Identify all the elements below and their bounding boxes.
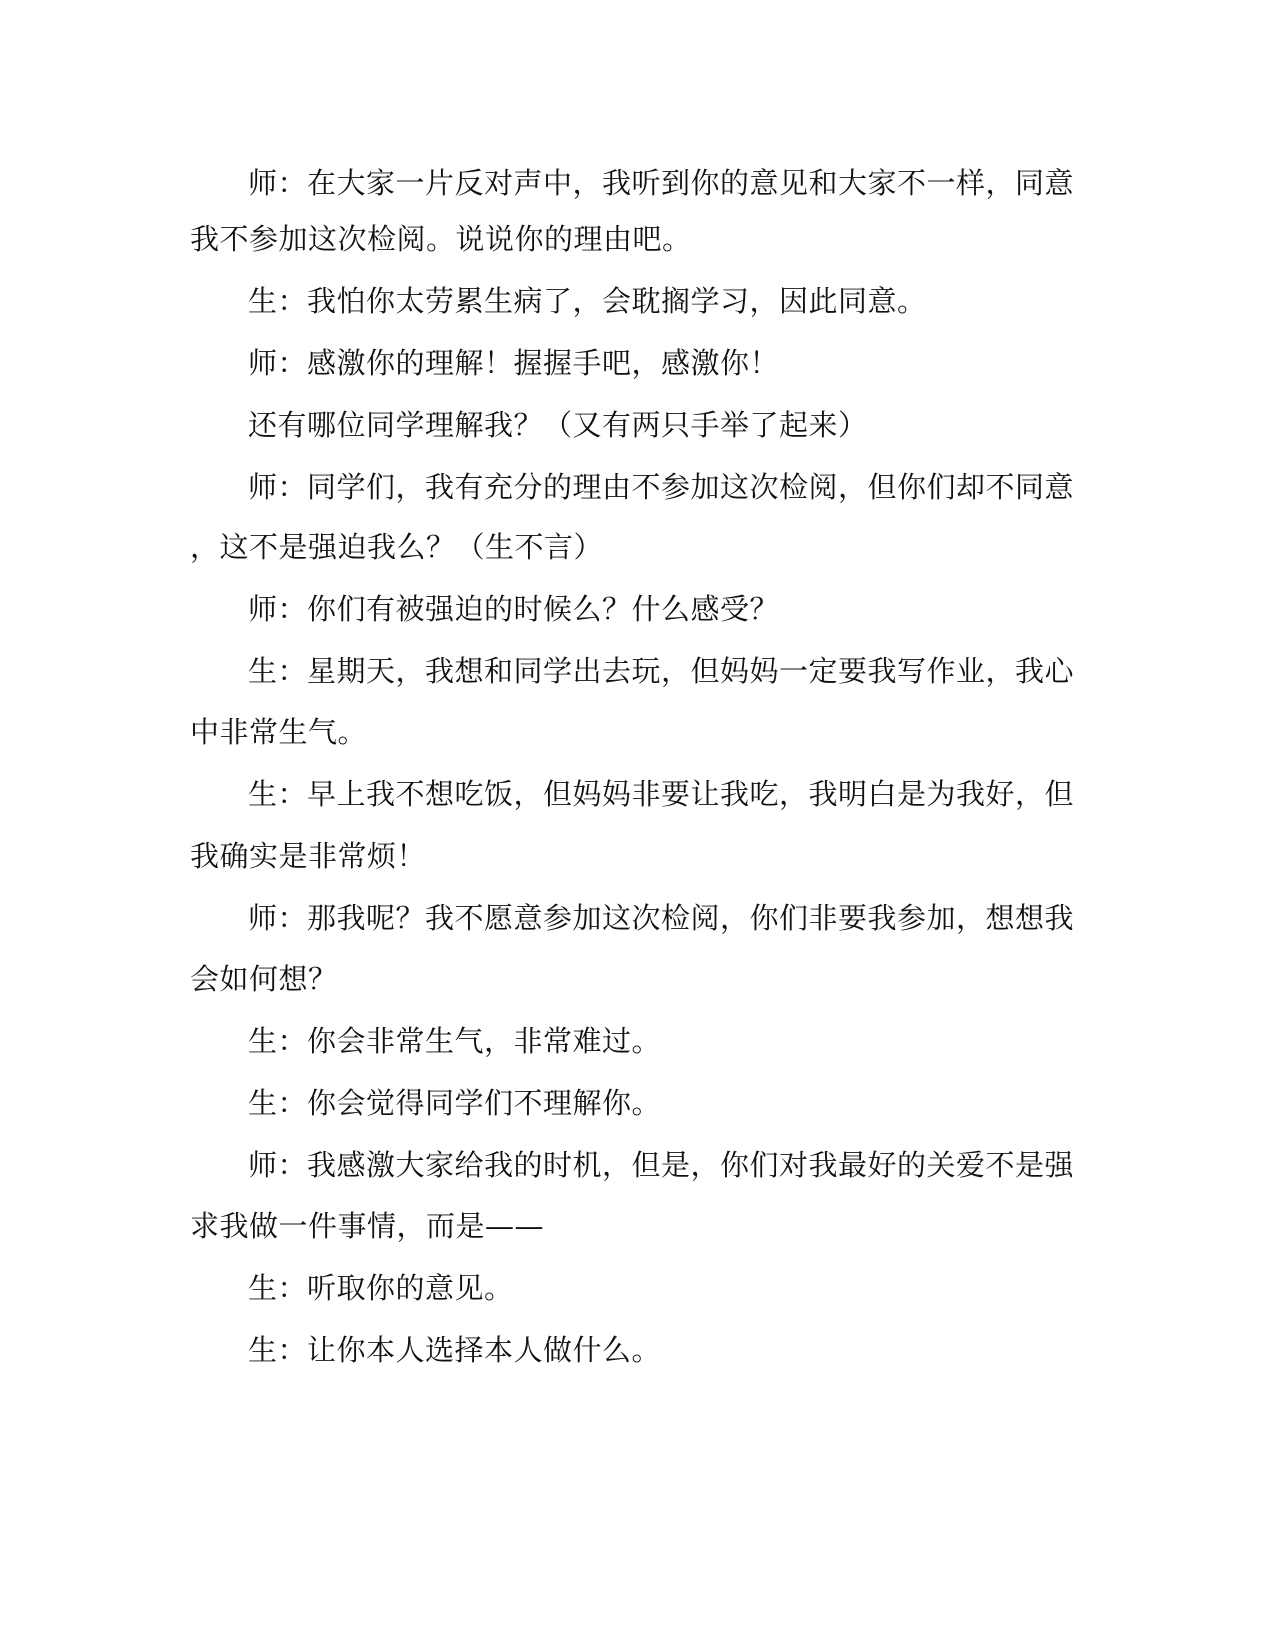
paragraph-line: 师：你们有被强迫的时候么？什么感受？ (248, 592, 780, 626)
paragraph-line: 我确实是非常烦！ (190, 839, 427, 873)
paragraph-line: 生：星期天，我想和同学出去玩，但妈妈一定要我写作业，我心 (248, 654, 1075, 688)
paragraph-line: 会如何想？ (190, 962, 338, 996)
paragraph-line: 师：感激你的理解！握握手吧，感激你！ (248, 346, 780, 380)
paragraph-line: 求我做一件事情，而是—— (190, 1209, 545, 1243)
paragraph-line: 我不参加这次检阅。说说你的理由吧。 (190, 222, 692, 256)
paragraph-line: 师：同学们，我有充分的理由不参加这次检阅，但你们却不同意 (248, 470, 1075, 504)
paragraph-line: 生：我怕你太劳累生病了，会耽搁学习，因此同意。 (248, 284, 927, 318)
paragraph-line: 师：那我呢？我不愿意参加这次检阅，你们非要我参加，想想我 (248, 901, 1075, 935)
paragraph-line: 生：让你本人选择本人做什么。 (248, 1333, 662, 1367)
paragraph-line: 生：听取你的意见。 (248, 1271, 514, 1305)
paragraph-line: 生：早上我不想吃饭，但妈妈非要让我吃，我明白是为我好，但 (248, 777, 1075, 811)
paragraph-line: 生：你会觉得同学们不理解你。 (248, 1086, 662, 1120)
paragraph-line: ，这不是强迫我么？（生不言） (190, 530, 604, 564)
paragraph-line: 还有哪位同学理解我？（又有两只手举了起来） (248, 408, 868, 442)
paragraph-line: 师：我感激大家给我的时机，但是，你们对我最好的关爱不是强 (248, 1148, 1075, 1182)
paragraph-line: 生：你会非常生气，非常难过。 (248, 1024, 662, 1058)
paragraph-line: 师：在大家一片反对声中，我听到你的意见和大家不一样，同意 (248, 166, 1075, 200)
paragraph-line: 中非常生气。 (190, 715, 368, 749)
